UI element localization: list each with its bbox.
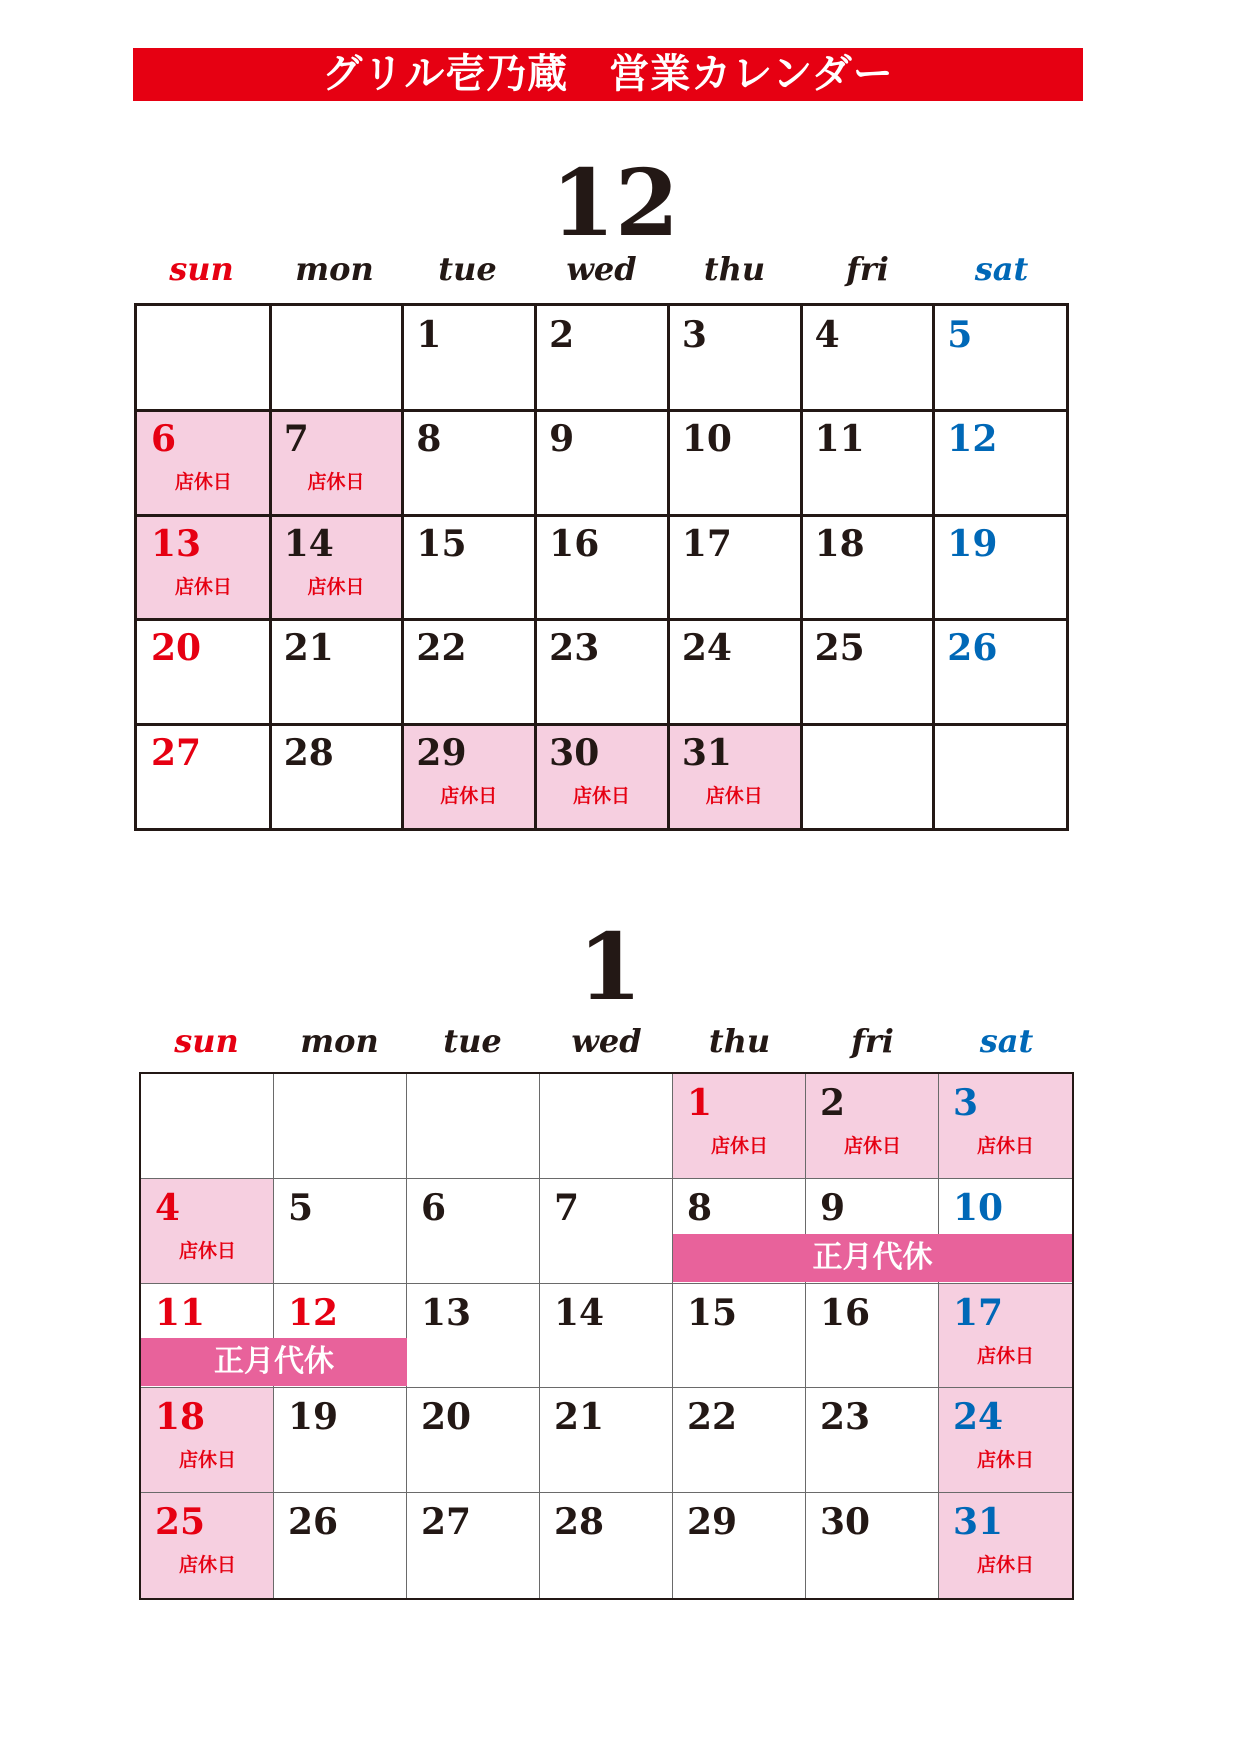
closed-day-label: 店休日 bbox=[572, 784, 630, 807]
weekday-tue: tue bbox=[443, 1022, 502, 1060]
day-cell bbox=[402, 410, 535, 514]
day-cell bbox=[540, 1493, 673, 1598]
grid-line bbox=[672, 1074, 673, 1598]
day-cell bbox=[402, 306, 535, 410]
weekday-row-january bbox=[140, 1020, 1075, 1062]
day-cell bbox=[801, 619, 934, 723]
closed-day-label: 店休日 bbox=[178, 1554, 236, 1577]
day-number: 8 bbox=[687, 1186, 713, 1229]
grid-line bbox=[406, 1074, 407, 1598]
day-cell bbox=[668, 724, 801, 828]
closed-day-label: 店休日 bbox=[307, 575, 365, 598]
closed-day-label: 店休日 bbox=[440, 784, 498, 807]
day-number: 24 bbox=[953, 1396, 1004, 1439]
month-title-january: 1 bbox=[577, 913, 642, 1021]
day-number: 25 bbox=[814, 627, 865, 670]
closed-day-label: 店休日 bbox=[178, 1449, 236, 1472]
grid-line bbox=[141, 1178, 1072, 1179]
day-cell bbox=[535, 410, 668, 514]
grid-line bbox=[141, 1492, 1072, 1493]
day-number: 27 bbox=[421, 1501, 472, 1544]
day-number: 9 bbox=[820, 1186, 846, 1229]
month-title-december: 12 bbox=[550, 149, 680, 257]
day-cell bbox=[801, 515, 934, 619]
day-number: 19 bbox=[947, 522, 998, 565]
day-number: 16 bbox=[549, 522, 600, 565]
day-number: 4 bbox=[814, 314, 840, 356]
weekday-fri: fri bbox=[851, 1022, 894, 1060]
day-cell bbox=[673, 1493, 806, 1598]
day-cell bbox=[141, 1388, 274, 1493]
day-number: 11 bbox=[155, 1291, 206, 1334]
grid-line bbox=[539, 1074, 540, 1598]
grid-line bbox=[932, 306, 935, 828]
day-cell bbox=[270, 410, 403, 514]
day-number: 3 bbox=[681, 314, 707, 356]
day-number: 28 bbox=[283, 731, 334, 774]
day-number: 21 bbox=[283, 627, 334, 670]
grid-line bbox=[141, 1283, 1072, 1284]
day-cell bbox=[535, 724, 668, 828]
day-cell bbox=[535, 515, 668, 619]
day-cell bbox=[673, 1388, 806, 1493]
day-number: 22 bbox=[416, 627, 467, 670]
day-cell bbox=[407, 1179, 540, 1284]
day-cell bbox=[673, 1074, 806, 1179]
day-number: 14 bbox=[554, 1291, 605, 1334]
day-cell bbox=[274, 1493, 407, 1598]
day-number: 15 bbox=[416, 522, 467, 565]
day-cell bbox=[806, 1284, 939, 1389]
day-cell bbox=[270, 724, 403, 828]
day-number: 15 bbox=[687, 1291, 738, 1334]
day-number: 27 bbox=[151, 731, 202, 774]
day-cell bbox=[535, 619, 668, 723]
day-cell bbox=[801, 306, 934, 410]
day-number: 13 bbox=[151, 522, 202, 565]
day-cell bbox=[137, 410, 270, 514]
day-number: 17 bbox=[953, 1291, 1004, 1334]
day-number: 19 bbox=[288, 1396, 339, 1439]
weekday-wed: wed bbox=[566, 250, 637, 288]
day-number: 31 bbox=[953, 1501, 1004, 1544]
day-number: 16 bbox=[820, 1291, 871, 1334]
day-cell bbox=[939, 1284, 1072, 1389]
day-cell bbox=[141, 1179, 274, 1284]
weekday-sun: sun bbox=[174, 1022, 239, 1060]
grid-line bbox=[667, 306, 670, 828]
day-number: 5 bbox=[288, 1186, 314, 1229]
day-cell bbox=[402, 619, 535, 723]
day-number: 2 bbox=[549, 314, 575, 356]
day-number: 21 bbox=[554, 1396, 605, 1439]
grid-line bbox=[137, 723, 1066, 726]
day-number: 28 bbox=[554, 1501, 605, 1544]
weekday-tue: tue bbox=[438, 250, 497, 288]
day-cell bbox=[407, 1493, 540, 1598]
day-number: 3 bbox=[953, 1082, 979, 1124]
closed-day-label: 店休日 bbox=[710, 1135, 768, 1157]
day-cell bbox=[806, 1074, 939, 1179]
day-cell bbox=[668, 410, 801, 514]
closed-day-label: 店休日 bbox=[976, 1135, 1034, 1157]
weekday-wed: wed bbox=[571, 1022, 642, 1060]
day-cell bbox=[801, 410, 934, 514]
day-cell bbox=[933, 306, 1066, 410]
day-cell bbox=[274, 1388, 407, 1493]
weekday-sat: sat bbox=[979, 1022, 1034, 1060]
day-number: 26 bbox=[288, 1501, 339, 1544]
day-number: 8 bbox=[416, 418, 442, 461]
day-cell bbox=[137, 515, 270, 619]
day-cell bbox=[939, 1493, 1072, 1598]
day-cell bbox=[141, 1493, 274, 1598]
day-number: 13 bbox=[421, 1291, 472, 1334]
closed-day-label: 店休日 bbox=[705, 784, 763, 807]
day-cell bbox=[270, 619, 403, 723]
day-number: 2 bbox=[820, 1082, 846, 1124]
day-cell bbox=[933, 410, 1066, 514]
day-cell bbox=[137, 619, 270, 723]
closed-day-label: 店休日 bbox=[174, 575, 232, 598]
weekday-thu: thu bbox=[703, 250, 766, 288]
day-number: 29 bbox=[416, 731, 467, 774]
day-cell bbox=[939, 1074, 1072, 1179]
grid-line bbox=[805, 1074, 806, 1598]
day-number: 10 bbox=[681, 418, 732, 461]
day-number: 1 bbox=[416, 314, 442, 356]
grid-line bbox=[137, 618, 1066, 621]
day-number: 31 bbox=[681, 731, 732, 774]
day-cell bbox=[540, 1179, 673, 1284]
day-cell bbox=[274, 1179, 407, 1284]
day-cell bbox=[806, 1493, 939, 1598]
day-number: 26 bbox=[947, 627, 998, 670]
weekday-sat: sat bbox=[974, 250, 1029, 288]
grid-line bbox=[534, 306, 537, 828]
day-number: 18 bbox=[155, 1396, 206, 1439]
day-cell bbox=[540, 1388, 673, 1493]
day-cell bbox=[402, 515, 535, 619]
day-number: 20 bbox=[151, 627, 202, 670]
day-cell bbox=[939, 1388, 1072, 1493]
grid-line bbox=[938, 1074, 939, 1598]
day-cell bbox=[137, 724, 270, 828]
day-cell bbox=[407, 1284, 540, 1389]
calendar-header-title: グリル壱乃蔵 営業カレンダー bbox=[133, 48, 1083, 101]
day-cell bbox=[806, 1388, 939, 1493]
grid-line bbox=[273, 1074, 274, 1598]
grid-line bbox=[269, 306, 272, 828]
day-number: 6 bbox=[421, 1186, 447, 1229]
day-number: 30 bbox=[549, 731, 600, 774]
weekday-sun: sun bbox=[169, 250, 234, 288]
day-number: 9 bbox=[549, 418, 575, 461]
closed-day-label: 店休日 bbox=[976, 1554, 1034, 1577]
grid-line bbox=[137, 409, 1066, 412]
day-number: 11 bbox=[814, 418, 865, 461]
day-cell bbox=[535, 306, 668, 410]
day-number: 23 bbox=[820, 1396, 871, 1439]
closed-day-label: 店休日 bbox=[307, 471, 365, 494]
holiday-band: 正月代休 bbox=[141, 1338, 407, 1386]
day-number: 12 bbox=[288, 1291, 339, 1334]
day-cell bbox=[402, 724, 535, 828]
grid-line bbox=[137, 514, 1066, 517]
day-number: 22 bbox=[687, 1396, 738, 1439]
weekday-row-december bbox=[135, 248, 1070, 290]
day-number: 5 bbox=[947, 314, 973, 356]
day-number: 29 bbox=[687, 1501, 738, 1544]
grid-line bbox=[800, 306, 803, 828]
day-number: 12 bbox=[947, 418, 998, 461]
day-number: 24 bbox=[681, 627, 732, 670]
weekday-mon: mon bbox=[300, 1022, 379, 1060]
closed-day-label: 店休日 bbox=[843, 1135, 901, 1157]
weekday-fri: fri bbox=[846, 250, 889, 288]
day-number: 23 bbox=[549, 627, 600, 670]
closed-day-label: 店休日 bbox=[976, 1344, 1034, 1367]
day-number: 4 bbox=[155, 1186, 181, 1229]
day-cell bbox=[668, 515, 801, 619]
grid-line bbox=[401, 306, 404, 828]
day-cell bbox=[673, 1284, 806, 1389]
day-cell bbox=[668, 306, 801, 410]
day-number: 1 bbox=[687, 1082, 713, 1124]
closed-day-label: 店休日 bbox=[178, 1239, 236, 1262]
day-cell bbox=[668, 619, 801, 723]
day-number: 7 bbox=[554, 1186, 580, 1229]
day-number: 20 bbox=[421, 1396, 472, 1439]
day-number: 14 bbox=[283, 522, 334, 565]
day-number: 7 bbox=[283, 418, 309, 461]
grid-line bbox=[141, 1387, 1072, 1388]
closed-day-label: 店休日 bbox=[174, 471, 232, 494]
weekday-thu: thu bbox=[708, 1022, 771, 1060]
weekday-mon: mon bbox=[295, 250, 374, 288]
day-number: 25 bbox=[155, 1501, 206, 1544]
holiday-band: 正月代休 bbox=[673, 1234, 1072, 1282]
day-number: 10 bbox=[953, 1186, 1004, 1229]
day-cell bbox=[933, 515, 1066, 619]
day-number: 30 bbox=[820, 1501, 871, 1544]
day-cell bbox=[540, 1284, 673, 1389]
day-number: 17 bbox=[681, 522, 732, 565]
day-number: 6 bbox=[151, 418, 177, 461]
day-cell bbox=[407, 1388, 540, 1493]
day-cell bbox=[933, 619, 1066, 723]
calendar-grid-january bbox=[139, 1072, 1074, 1600]
day-number: 18 bbox=[814, 522, 865, 565]
calendar-grid-december bbox=[134, 303, 1069, 831]
closed-day-label: 店休日 bbox=[976, 1449, 1034, 1472]
day-cell bbox=[270, 515, 403, 619]
